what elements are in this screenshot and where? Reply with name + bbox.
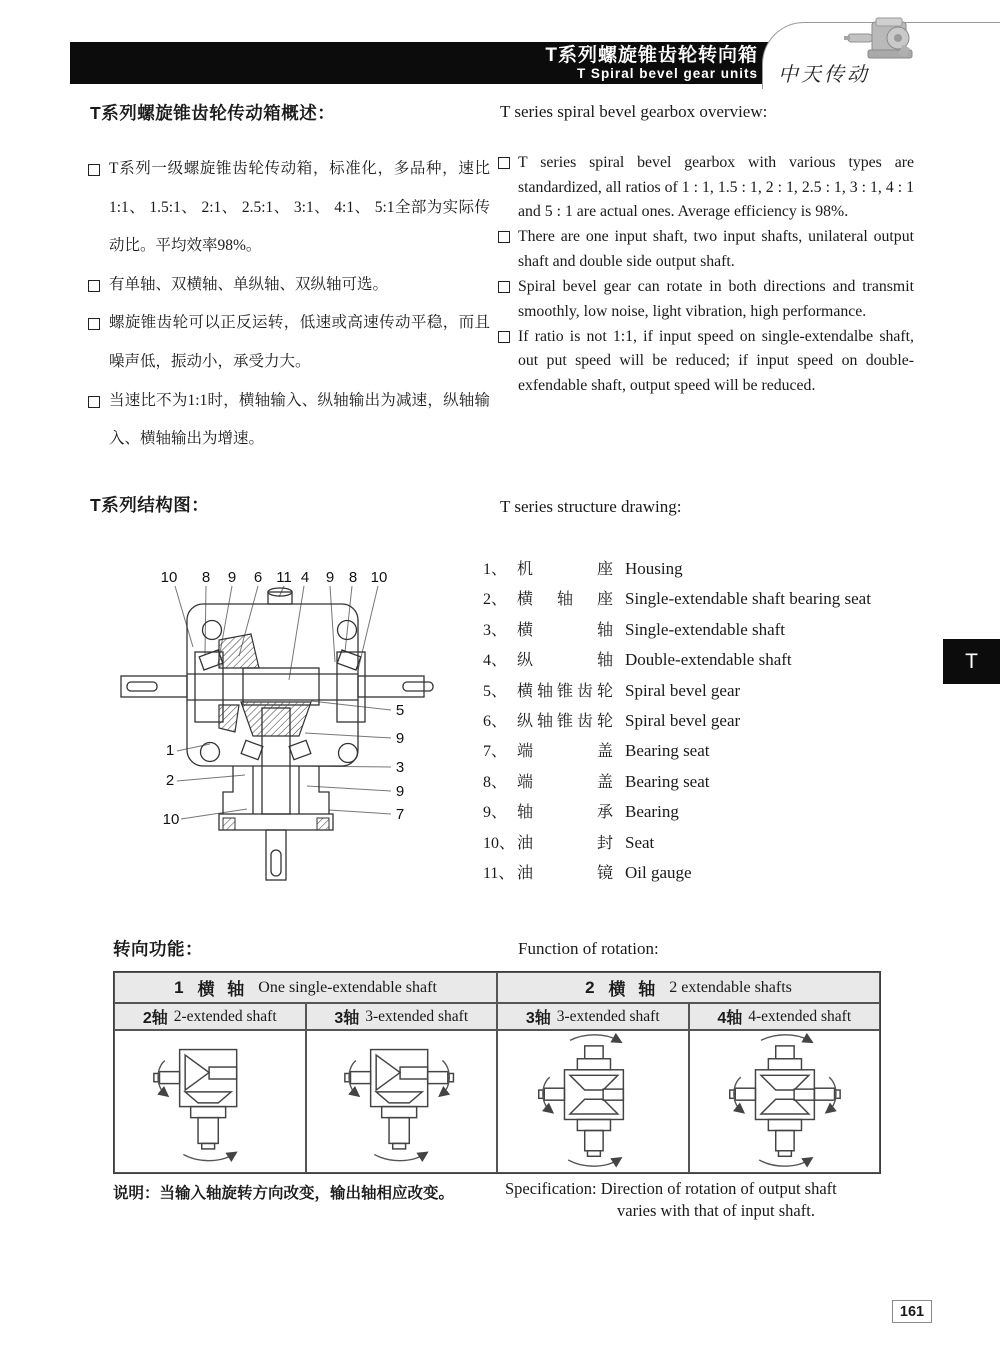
group-number: 1 [174,977,184,997]
drawing-label: 3 [395,759,405,776]
part-name-en: Spiral bevel gear [625,680,741,700]
rotation-heading-zh: 转向功能： [113,939,203,959]
part-number: 10、 [483,834,516,852]
part-name-en: Bearing seat [625,771,710,791]
parts-list-item [483,799,871,829]
bullet-item [498,325,914,399]
square-bullet-icon [498,231,510,243]
parts-list-item [483,830,871,860]
col-label-en: 3-extended shaft [365,1007,469,1025]
group-label-en: 2 extendable shafts [669,978,792,996]
square-bullet-icon [498,331,510,343]
part-number: 8、 [483,773,508,791]
bullet-text: T系列一级螺旋锥齿轮传动箱，标准化，多品种，速比1:1、 1.5:1、 2:1、 2.5:1、 3:1、 4:1、 5:1全部为实际传动比。平均效率98%。 [109,160,490,255]
column-header [306,1003,498,1030]
bullet-text: If ratio is not 1:1, if input speed on single-extendalbe shaft, out put speed will be reduced; if input speed on double-exfendable shaft, output speed will be reduced. [518,327,914,394]
col-label-zh: 3轴 [525,1010,551,1027]
parts-list-item [483,586,871,616]
parts-list-item [483,738,871,768]
diagram-3-extended-shaft-vertical [497,1030,689,1173]
bullet-text: T series spiral bevel gearbox with various types are standardized, all ratios of 1 : 1, 1.5 : 1, 2 : 1, 2.5 : 1, 3 : 1, 4 : 1 and 5 : 1 are actual ones. Average efficiency is 98%. [518,154,914,221]
parts-list-item [483,769,871,799]
bullet-text: There are one input shaft, two input shafts, unilateral output shaft and double side output shaft. [518,228,914,270]
bullet-item [88,382,490,459]
overview-bullets-en [498,151,914,399]
part-name-en: Oil gauge [625,862,692,882]
table-note-en [505,1178,905,1222]
col-label-zh: 2轴 [142,1010,168,1027]
overview-heading-en: T series spiral bevel gearbox overview: [500,102,768,121]
page-title-en: T Spiral bevel gear units [576,66,758,81]
part-number: 11、 [483,864,515,882]
square-bullet-icon [88,164,100,176]
square-bullet-icon [88,280,100,292]
bullet-item [88,266,490,305]
col-label-en: 3-extended shaft [556,1007,660,1025]
part-name-zh: 轴承 [517,804,613,822]
part-name-en: Spiral bevel gear [625,710,741,730]
drawing-label: 6 [253,569,263,586]
drawing-label: 9 [227,569,237,586]
part-number: 7、 [483,743,508,761]
drawing-label: 10 [160,569,178,586]
note-en-line2: varies with that of input shaft. [617,1201,815,1220]
bullet-text: 螺旋锥齿轮可以正反运转，低速或高速传动平稳，而且噪声低，振动小，承受力大。 [109,314,490,370]
part-name-zh: 纵轴锥齿轮 [517,712,613,730]
drawing-label: 1 [165,742,175,759]
part-name-en: Single-extendable shaft [625,619,786,639]
part-number: 1、 [483,561,508,578]
col-label-zh: 3轴 [334,1010,360,1027]
drawing-label: 10 [370,569,388,586]
drawing-label: 8 [201,569,211,586]
structure-heading-zh: T系列结构图： [90,495,210,515]
group-header-1 [114,972,497,1003]
group-number: 2 [585,977,595,997]
bullet-text: Spiral bevel gear can rotate in both directions and transmit smoothly, low noise, light vibration, high performance. [518,277,914,320]
overview-bullets-zh [88,150,490,459]
diagram-2-extended-shaft [114,1030,306,1173]
table-note-zh: 说明：当输入轴旋转方向改变，输出轴相应改变。 [113,1185,455,1202]
page-title-zh: T系列螺旋锥齿轮转向箱 [545,45,758,66]
parts-list-item [483,617,871,647]
part-name-en: Seat [625,832,655,852]
square-bullet-icon [88,318,100,330]
column-header [497,1003,689,1030]
drawing-label: 9 [325,569,335,586]
bullet-item [498,225,914,275]
section-tab: T [943,639,1000,684]
drawing-label: 5 [395,702,405,719]
part-name-zh: 油镜 [517,864,613,882]
part-name-en: Bearing [625,802,679,822]
part-number: 2、 [483,591,508,609]
part-number: 9、 [483,804,508,822]
part-name-zh: 端盖 [517,743,613,761]
group-label-en: One single-extendable shaft [258,978,437,996]
drawing-label: 11 [276,569,292,586]
drawing-label: 4 [300,569,310,586]
part-number: 6、 [483,712,508,730]
rotation-table [113,971,881,1174]
group-header-2 [497,972,880,1003]
part-name-zh: 端盖 [517,773,613,791]
brand-logo-text: 中天传动 [778,64,870,86]
note-en-line1: Specification: Direction of rotation of output shaft [505,1179,837,1198]
part-name-en: Housing [625,559,683,578]
part-name-zh: 横轴锥齿轮 [517,682,613,700]
drawing-label: 9 [395,730,405,747]
parts-list-item [483,860,871,890]
part-name-zh: 油封 [517,834,613,852]
drawing-label: 7 [395,806,405,823]
page-number: 161 [892,1300,932,1323]
parts-list-item [483,556,871,586]
diagram-4-extended-shaft [689,1030,881,1173]
bullet-text: 有单轴、双横轴、单纵轴、双纵轴可选。 [109,275,389,293]
column-header [114,1003,306,1030]
part-name-zh: 机座 [517,561,613,578]
bullet-item [88,150,490,266]
group-label-zh: 横 轴 [608,980,660,999]
col-label-en: 4-extended shaft [748,1007,852,1025]
part-name-en: Bearing seat [625,741,710,761]
drawing-label: 9 [395,783,405,800]
parts-list-item [483,708,871,738]
part-name-en: Double-extendable shaft [625,650,792,670]
bullet-item [88,304,490,381]
group-label-zh: 横 轴 [197,980,249,999]
part-number: 3、 [483,621,508,639]
parts-list-item [483,647,871,677]
drawing-label: 10 [162,811,180,828]
part-number: 5、 [483,682,508,700]
part-number: 4、 [483,652,508,670]
square-bullet-icon [88,396,100,408]
rotation-heading-en: Function of rotation: [518,939,659,958]
structure-heading-en: T series structure drawing: [500,497,682,516]
parts-list-item [483,678,871,708]
square-bullet-icon [498,157,510,169]
column-header [689,1003,881,1030]
drawing-label: 2 [165,772,175,789]
part-name-zh: 纵轴 [517,652,613,670]
part-name-zh: 横轴座 [517,591,613,609]
parts-list [483,556,871,890]
bullet-text: 当速比不为1:1时，横轴输入、纵轴输出为减速，纵轴输入、横轴输出为增速。 [109,391,490,448]
col-label-zh: 4轴 [717,1010,743,1027]
bullet-item [498,275,914,325]
structure-drawing [115,552,445,897]
part-name-zh: 横轴 [517,621,613,639]
col-label-en: 2-extended shaft [173,1007,277,1025]
overview-heading-zh: T系列螺旋锥齿轮传动箱概述： [90,103,336,123]
part-name-en: Single-extendable shaft bearing seat [625,589,871,609]
square-bullet-icon [498,281,510,293]
diagram-3-extended-shaft-horizontal [306,1030,498,1173]
drawing-label: 8 [348,569,358,586]
bullet-item [498,151,914,225]
